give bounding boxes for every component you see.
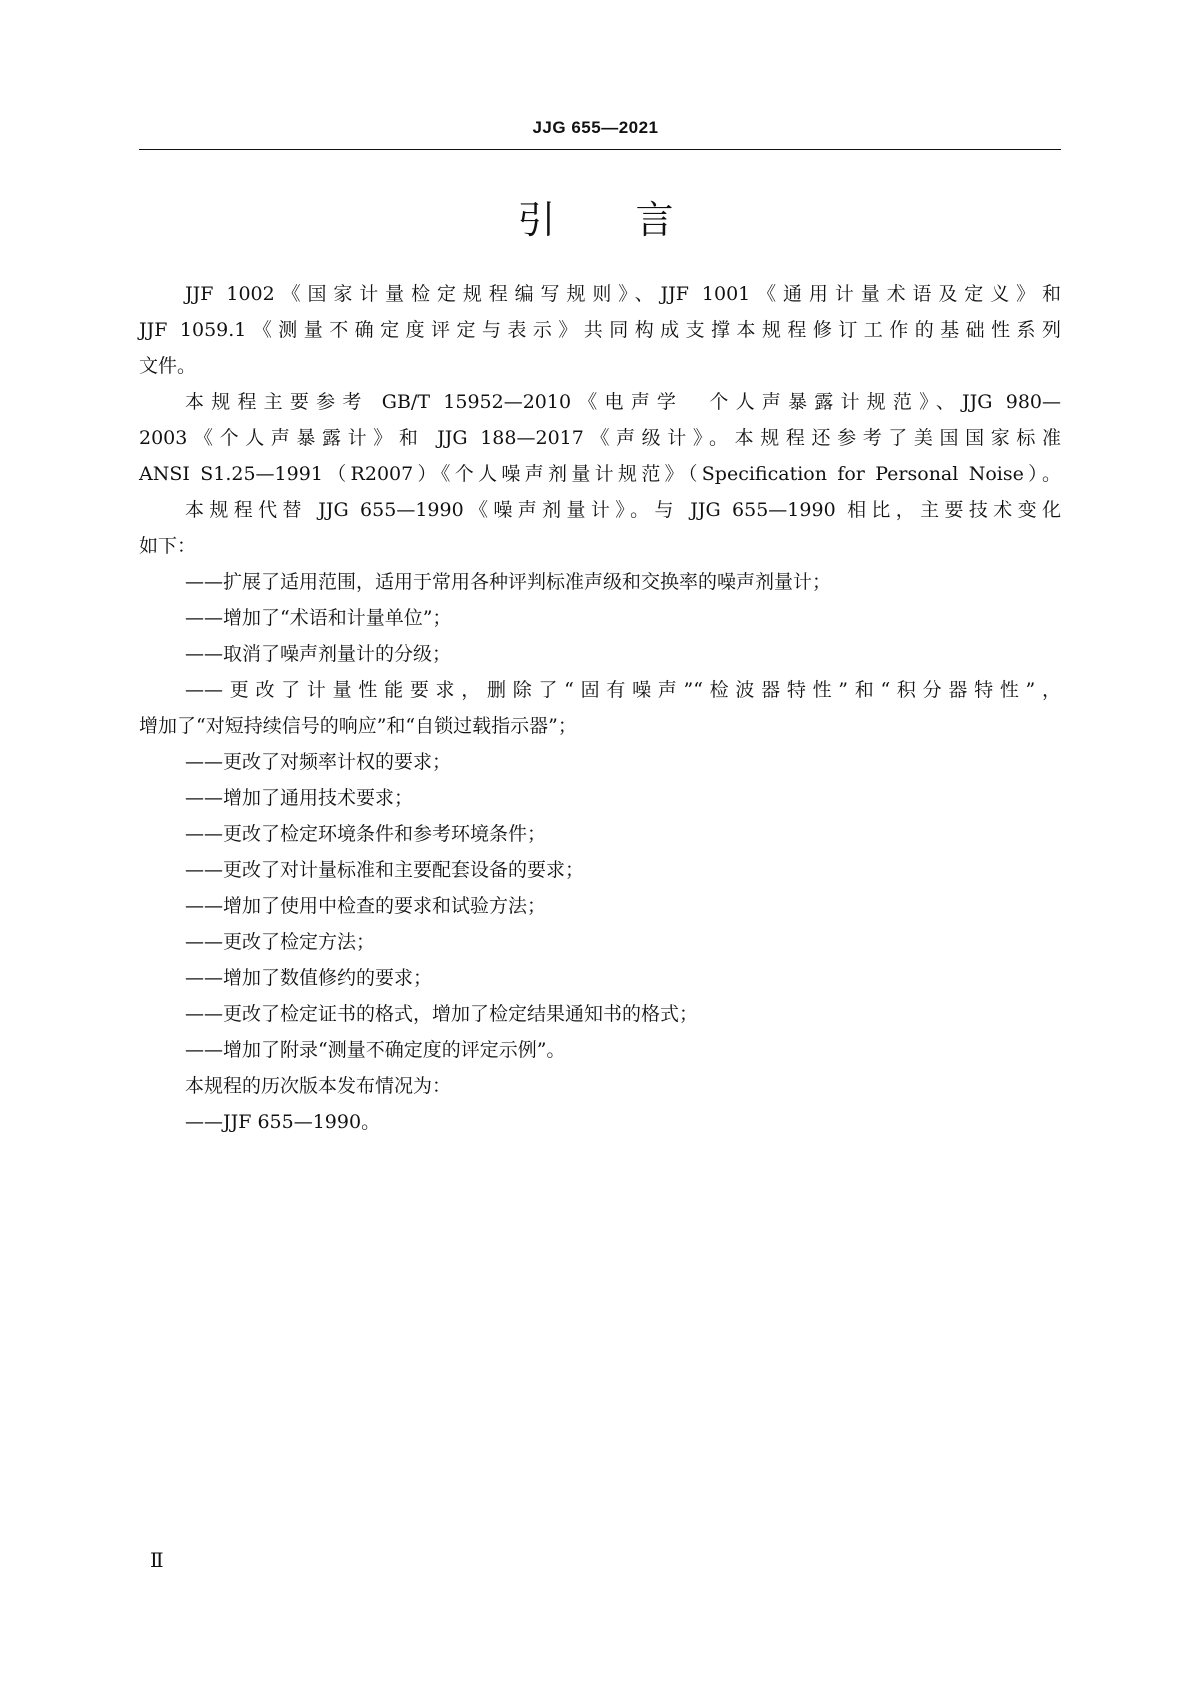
paragraph-line: 本规程主要参考 GB/T 15952—2010《电声学 个人声暴露计规范》、JJG 980— <box>185 391 1061 413</box>
list-item: ——更改了检定证书的格式，增加了检定结果通知书的格式； <box>185 1003 699 1025</box>
paragraph-line: JJF 1059.1《测量不确定度评定与表示》共同构成支撑本规程修订工作的基础性系列 <box>139 319 1061 341</box>
list-item: ——更改了对计量标准和主要配套设备的要求； <box>185 859 585 881</box>
list-item: ——JJF 655—1990。 <box>185 1111 381 1133</box>
page-number: Ⅱ <box>150 1548 164 1572</box>
page-title: 引言 <box>517 198 754 242</box>
paragraph-line: 本规程代替 JJG 655—1990《噪声剂量计》。与 JJG 655—1990 相比，主要技术变化 <box>185 499 1061 521</box>
paragraph-line: JJF 1002《国家计量检定规程编写规则》、JJF 1001《通用计量术语及定义》和 <box>185 283 1061 305</box>
paragraph-line: ANSI S1.25—1991（R2007）《个人噪声剂量计规范》（Specification for Personal Noise）。 <box>139 463 1061 485</box>
paragraph-line: 如下： <box>139 535 197 557</box>
list-item: ——更改了检定方法； <box>185 931 376 953</box>
list-item-continuation: 增加了“对短持续信号的响应”和“自锁过载指示器”； <box>139 715 577 737</box>
running-head-doc-number: JJG 655—2021 <box>532 118 659 137</box>
header-rule <box>139 149 1061 150</box>
list-item: ——扩展了适用范围，适用于常用各种评判标准声级和交换率的噪声剂量计； <box>185 571 832 593</box>
list-item: ——更改了检定环境条件和参考环境条件； <box>185 823 547 845</box>
paragraph-line: 本规程的历次版本发布情况为： <box>185 1075 452 1097</box>
list-item: ——增加了使用中检查的要求和试验方法； <box>185 895 547 917</box>
list-item: ——更改了对频率计权的要求； <box>185 751 452 773</box>
list-item: ——增加了通用技术要求； <box>185 787 414 809</box>
list-item: ——增加了附录“测量不确定度的评定示例”。 <box>185 1039 566 1061</box>
paragraph-line: 2003《个人声暴露计》和 JJG 188—2017《声级计》。本规程还参考了美国国家标准 <box>139 427 1061 449</box>
list-item: ——增加了“术语和计量单位”； <box>185 607 452 629</box>
list-item: ——增加了数值修约的要求； <box>185 967 433 989</box>
body-text <box>139 276 1061 1140</box>
list-item: ——取消了噪声剂量计的分级； <box>185 643 452 665</box>
list-item: ——更改了计量性能要求，删除了“固有噪声”“检波器特性”和“积分器特性”， <box>185 679 1061 701</box>
paragraph-line: 文件。 <box>139 355 197 377</box>
